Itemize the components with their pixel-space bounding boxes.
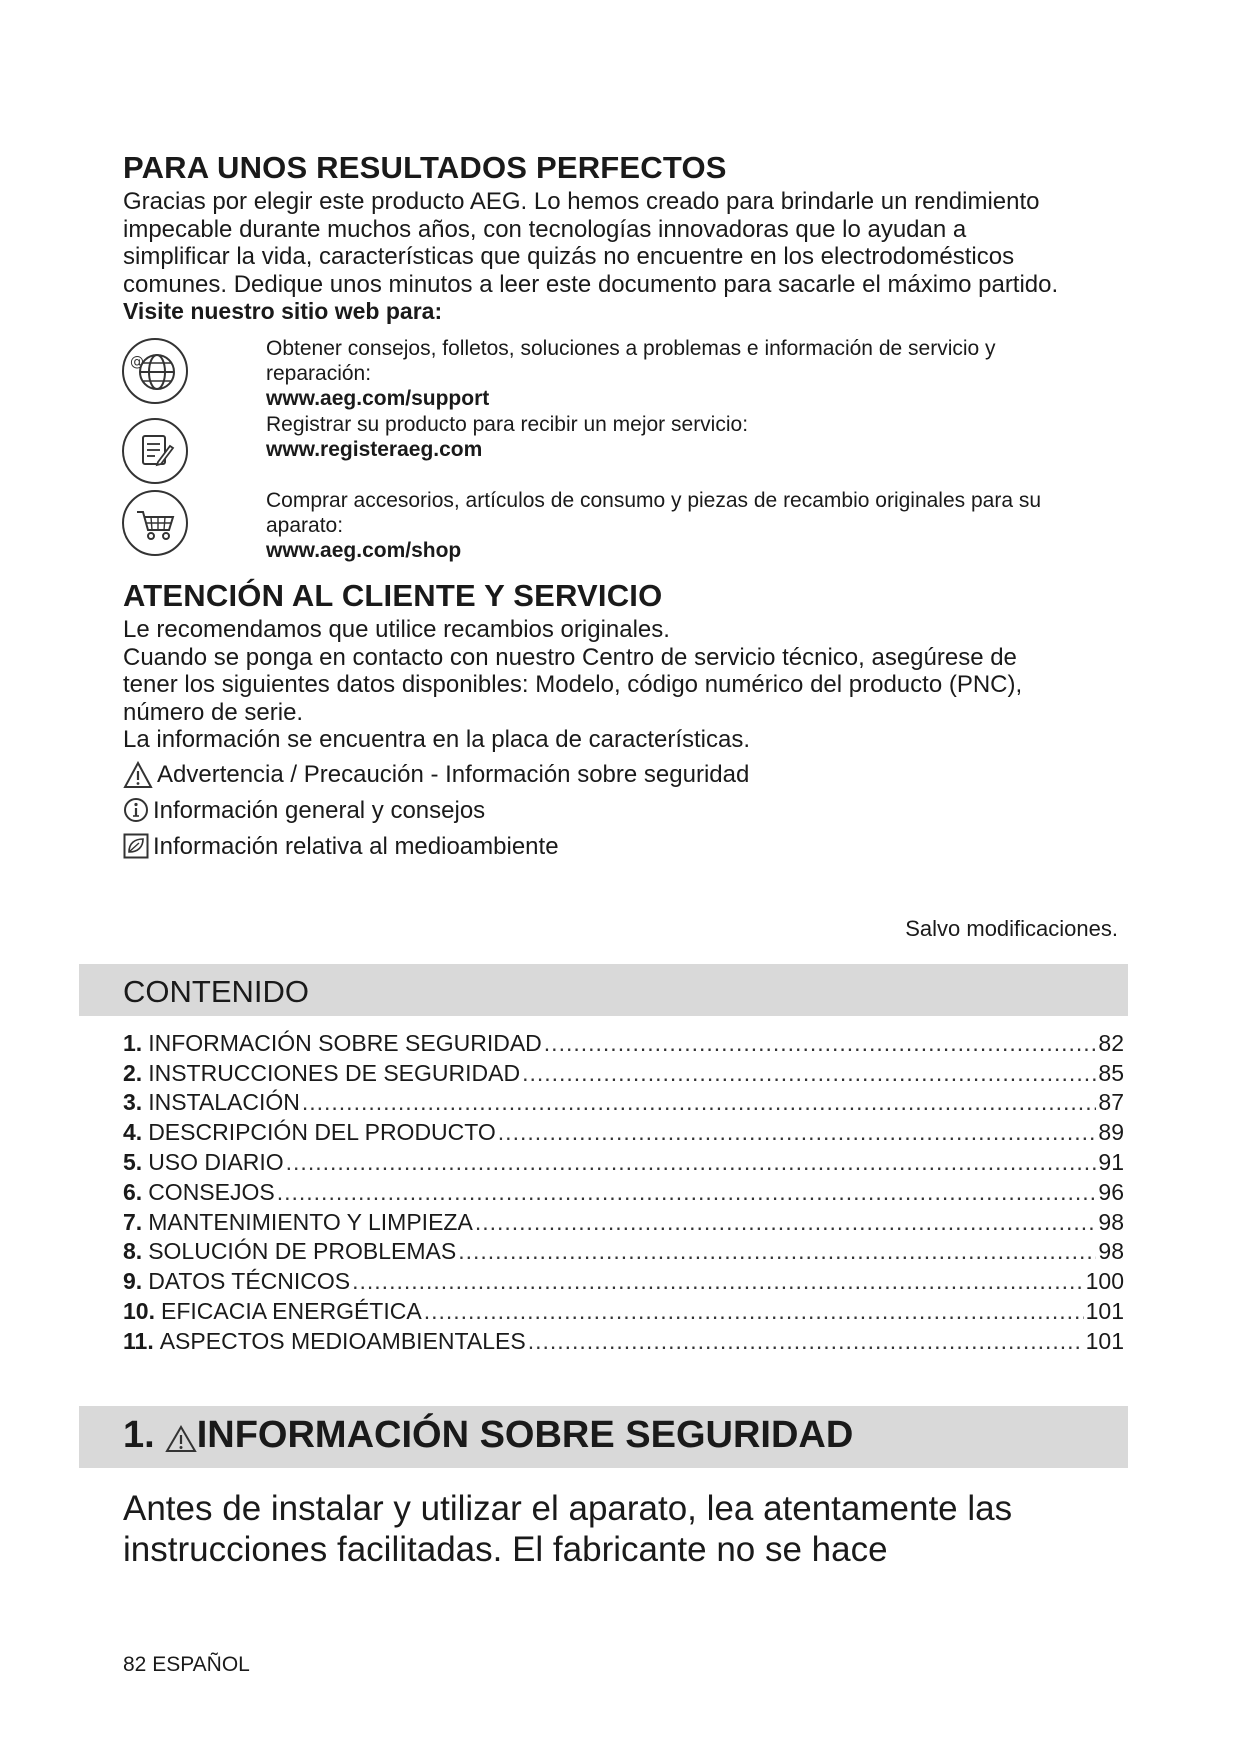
toc-number: 10. [123, 1298, 155, 1324]
section-title-customer-service: ATENCIÓN AL CLIENTE Y SERVICIO [123, 578, 663, 613]
toc-number: 11. [123, 1328, 154, 1354]
support-link[interactable]: www.aeg.com/support [266, 387, 490, 410]
toc-entry[interactable] [123, 1149, 1124, 1179]
toc-title: DESCRIPCIÓN DEL PRODUCTO [148, 1119, 496, 1145]
register-link[interactable]: www.registeraeg.com [266, 438, 483, 461]
legend-environment [123, 832, 559, 862]
toc-entry[interactable] [123, 1030, 1124, 1060]
toc-number: 7. [123, 1209, 143, 1235]
intro-line: simplificar la vida, características que quizás no encuentre en los electrodomésticos [123, 243, 1015, 270]
info-icon [123, 797, 147, 825]
safety-section-number: 1. [123, 1414, 155, 1456]
toc-number: 2. [123, 1060, 143, 1086]
toc-entry[interactable] [123, 1119, 1124, 1149]
toc-entry[interactable] [123, 1179, 1124, 1209]
intro-line: comunes. Dedique unos minutos a leer este documento para sacarle el máximo partido. [123, 270, 1059, 298]
toc-title: INSTRUCCIONES DE SEGURIDAD [148, 1060, 521, 1086]
shop-item [266, 488, 1126, 563]
toc-entry[interactable] [123, 1298, 1124, 1328]
toc-title: INSTALACIÓN [148, 1089, 300, 1115]
toc-title: SOLUCIÓN DE PROBLEMAS [148, 1238, 457, 1264]
toc-leader [302, 1089, 1097, 1116]
toc-entry[interactable] [123, 1328, 1124, 1358]
shop-text-line: Comprar accesorios, artículos de consumo y piezas de recambio originales para su [266, 489, 1042, 512]
service-line: tener los siguientes datos disponibles: Modelo, código numérico del producto (PNC), [123, 671, 1023, 698]
support-text-line: reparación: [266, 362, 372, 385]
toc-leader [522, 1060, 1096, 1087]
toc-title: CONSEJOS [148, 1179, 275, 1205]
subject-to-change-note: Salvo modificaciones. [905, 916, 1118, 941]
toc-leader [458, 1238, 1096, 1265]
intro-paragraph [123, 188, 1123, 298]
toc-leader [286, 1149, 1097, 1176]
toc-number: 5. [123, 1149, 143, 1175]
toc-page: 82 [1098, 1030, 1124, 1056]
toc-leader [544, 1030, 1097, 1057]
warning-icon [165, 1421, 197, 1451]
service-line: La información se encuentra en la placa de características. [123, 726, 751, 753]
legend-warning-text: Advertencia / Precaución - Información sobre seguridad [157, 761, 750, 788]
visit-website-label: Visite nuestro sitio web para: [123, 298, 443, 324]
toc-number: 8. [123, 1238, 143, 1264]
toc-page: 98 [1098, 1238, 1124, 1264]
safety-section-heading [123, 1414, 853, 1457]
toc-title: INFORMACIÓN SOBRE SEGURIDAD [148, 1030, 542, 1056]
toc-page: 87 [1098, 1089, 1124, 1115]
service-line: Le recomendamos que utilice recambios originales. [123, 616, 670, 643]
support-item [266, 336, 1086, 411]
toc-number: 6. [123, 1179, 143, 1205]
toc-entry[interactable] [123, 1238, 1124, 1268]
legend-environment-text: Información relativa al medioambiente [153, 833, 559, 860]
toc-page: 91 [1098, 1149, 1124, 1175]
toc-number: 9. [123, 1268, 143, 1294]
toc-page: 85 [1098, 1060, 1124, 1086]
shop-link[interactable]: www.aeg.com/shop [266, 539, 462, 562]
toc-entry[interactable] [123, 1209, 1124, 1239]
toc-title: USO DIARIO [148, 1149, 284, 1175]
toc-page: 101 [1085, 1328, 1124, 1354]
page-footer: 82 ESPAÑOL [123, 1653, 250, 1676]
toc-leader [528, 1328, 1084, 1355]
toc-title: DATOS TÉCNICOS [148, 1268, 351, 1294]
legend-info-text: Información general y consejos [153, 797, 486, 824]
intro-line: impecable durante muchos años, con tecnologías innovadoras que lo ayudan a [123, 215, 967, 243]
register-item [266, 412, 1086, 462]
toc-leader [277, 1179, 1097, 1206]
toc-page: 89 [1098, 1119, 1124, 1145]
globe-icon [122, 338, 188, 404]
toc-title: MANTENIMIENTO Y LIMPIEZA [148, 1209, 473, 1235]
support-text-line: Obtener consejos, folletos, soluciones a problemas e información de servicio y [266, 337, 996, 360]
toc-title: EFICACIA ENERGÉTICA [160, 1298, 422, 1324]
warning-icon [123, 761, 151, 789]
service-line: número de serie. [123, 698, 304, 726]
legend-info [123, 796, 485, 826]
toc-page: 101 [1085, 1298, 1124, 1324]
toc-number: 3. [123, 1089, 143, 1115]
safety-intro-line: Antes de instalar y utilizar el aparato, lea atentamente las [123, 1489, 1013, 1528]
safety-intro-line: instrucciones facilitadas. El fabricante no se hace [123, 1530, 888, 1569]
safety-section-title: INFORMACIÓN SOBRE SEGURIDAD [196, 1414, 854, 1456]
toc-entry[interactable] [123, 1060, 1124, 1090]
register-text-line: Registrar su producto para recibir un mejor servicio: [266, 413, 749, 436]
register-icon [122, 418, 188, 484]
toc-number: 1. [123, 1030, 143, 1056]
section-title-perfect-results: PARA UNOS RESULTADOS PERFECTOS [123, 150, 727, 185]
toc-leader [424, 1298, 1084, 1325]
toc-leader [498, 1119, 1097, 1146]
toc-page: 100 [1085, 1268, 1124, 1294]
service-line: Cuando se ponga en contacto con nuestro Centro de servicio técnico, asegúrese de [123, 643, 1017, 671]
shop-text-line: aparato: [266, 514, 344, 537]
contents-title: CONTENIDO [123, 974, 309, 1009]
toc-entry[interactable] [123, 1268, 1124, 1298]
toc-leader [475, 1209, 1097, 1236]
toc-title: ASPECTOS MEDIOAMBIENTALES [159, 1328, 526, 1354]
legend-warning [123, 760, 749, 790]
safety-intro [123, 1488, 1123, 1570]
toc-page: 98 [1098, 1209, 1124, 1235]
toc-page: 96 [1098, 1179, 1124, 1205]
leaf-icon [123, 833, 147, 861]
cart-icon [122, 490, 188, 556]
toc-leader [352, 1268, 1084, 1295]
svg-text:@: @ [130, 354, 144, 370]
intro-line: Gracias por elegir este producto AEG. Lo hemos creado para brindarle un rendimiento [123, 188, 1040, 215]
toc-number: 4. [123, 1119, 143, 1145]
toc-entry[interactable] [123, 1089, 1124, 1119]
service-paragraph [123, 616, 1123, 754]
